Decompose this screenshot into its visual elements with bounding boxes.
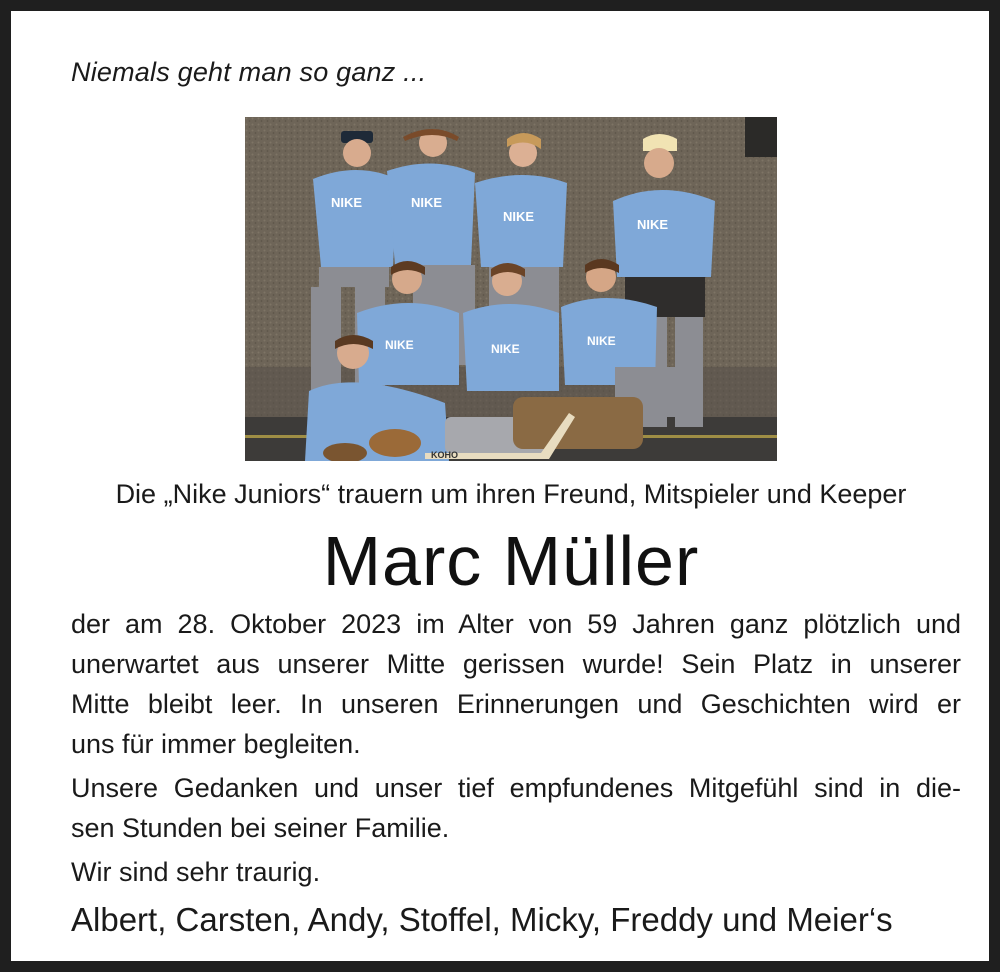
signatures: Albert, Carsten, Andy, Stoffel, Micky, Freddy und Meier‘s xyxy=(71,901,893,938)
obituary-body xyxy=(71,604,961,892)
paragraph-2-line-2: sen Stunden bei seiner Familie. xyxy=(71,813,450,843)
svg-text:NIKE: NIKE xyxy=(503,209,535,224)
svg-text:NIKE: NIKE xyxy=(411,195,443,210)
intro-line: Die „Nike Juniors“ trauern um ihren Freund, Mitspieler und Keeper xyxy=(115,479,907,509)
svg-text:NIKE: NIKE xyxy=(491,342,520,356)
paragraph-1-line-4: uns für immer begleiten. xyxy=(71,729,361,759)
motto: Niemals geht man so ganz ... xyxy=(71,57,427,87)
paragraph-1-line-2: unerwartet aus unserer Mitte gerissen wurde! Sein Platz in unserer xyxy=(71,649,961,679)
svg-text:NIKE: NIKE xyxy=(385,338,414,352)
svg-text:NIKE: NIKE xyxy=(637,217,669,232)
svg-text:NIKE: NIKE xyxy=(587,334,616,348)
svg-text:KOHO: KOHO xyxy=(431,450,458,460)
paragraph-1-line-1: der am 28. Oktober 2023 im Alter von 59 Jahren ganz plötzlich und xyxy=(71,609,961,639)
paragraph-2-line-1: Unsere Gedanken und unser tief empfundenes Mitgefühl sind in die- xyxy=(71,773,961,803)
paragraph-1-line-3: Mitte bleibt leer. In unseren Erinnerungen und Geschichten wird er xyxy=(71,689,961,719)
paragraph-3: Wir sind sehr traurig. xyxy=(71,857,321,887)
svg-text:NIKE: NIKE xyxy=(331,195,363,210)
team-photo xyxy=(245,117,777,461)
deceased-name: Marc Müller xyxy=(322,522,700,600)
